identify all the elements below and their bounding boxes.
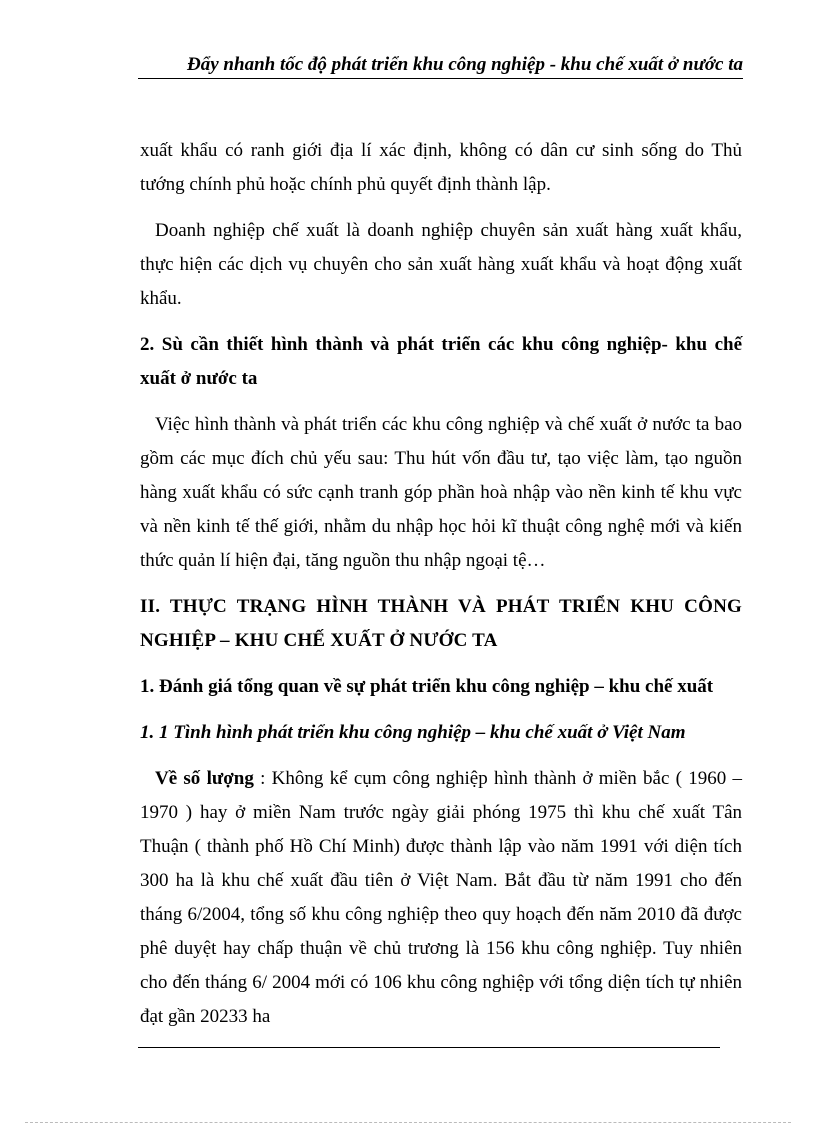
- footer-rule: [138, 1047, 720, 1048]
- paragraph-1: xuất khẩu có ranh giới địa lí xác định, không có dân cư sinh sống do Thủ tướng chính phủ hoặc chính phủ quyết định thành lập.: [140, 140, 742, 195]
- paragraph-4: [140, 762, 742, 1034]
- chapter-heading-ii: II. THỰC TRẠNG HÌNH THÀNH VÀ PHÁT TRIỂN KHU CÔNG NGHIỆP – KHU CHẾ XUẤT Ở NƯỚC TA: [140, 596, 742, 651]
- document-body: [140, 134, 742, 1034]
- paragraph-2: Doanh nghiệp chế xuất là doanh nghiệp chuyên sản xuất hàng xuất khẩu, thực hiện các dịch vụ chuyên cho sản xuất hàng xuất khẩu và hoạt động xuất khẩu.: [140, 220, 742, 309]
- header-title: Đẩy nhanh tốc độ phát triển khu công nghiệp - khu chế xuất ở nước ta: [187, 54, 743, 75]
- paragraph-4-lead: Về số lượng: [155, 768, 254, 789]
- page-header: [138, 50, 743, 79]
- subsection-heading-1: 1. Đánh giá tổng quan về sự phát triển khu công nghiệp – khu chế xuất: [140, 676, 714, 697]
- paragraph-4-body: : Không kể cụm công nghiệp hình thành ở miền bắc ( 1960 – 1970 ) hay ở miền Nam trước ngày giải phóng 1975 thì khu chế xuất Tân Thuận ( thành phố Hồ Chí Minh) được thành lập vào năm 1991 với diện tích 300 ha là khu chế xuất đầu tiên ở Việt Nam. Bắt đầu từ năm 1991 cho đến tháng 6/2004, tổng số khu công nghiệp theo quy hoạch đến năm 2010 đã được phê duyệt hay chấp thuận về chủ trương là 156 khu công nghiệp. Tuy nhiên cho đến tháng 6/ 2004 mới có 106 khu công nghiệp với tổng diện tích tự nhiên đạt gần 20233 ha: [140, 768, 742, 1027]
- subsection-heading-1-1: 1. 1 Tình hình phát triển khu công nghiệp – khu chế xuất ở Việt Nam: [140, 722, 686, 743]
- section-heading-2: 2. Sù cần thiết hình thành và phát triển các khu công nghiệp- khu chế xuất ở nước ta: [140, 334, 742, 389]
- paragraph-3: Việc hình thành và phát triển các khu công nghiệp và chế xuất ở nước ta bao gồm các mục đích chủ yếu sau: Thu hút vốn đầu tư, tạo việc làm, tạo nguồn hàng xuất khẩu có sức cạnh tranh góp phần hoà nhập vào nền kinh tế khu vực và nền kinh tế thế giới, nhằm du nhập học hỏi kĩ thuật công nghệ mới và kiến thức quản lí hiện đại, tăng nguồn thu nhập ngoại tệ…: [140, 414, 742, 571]
